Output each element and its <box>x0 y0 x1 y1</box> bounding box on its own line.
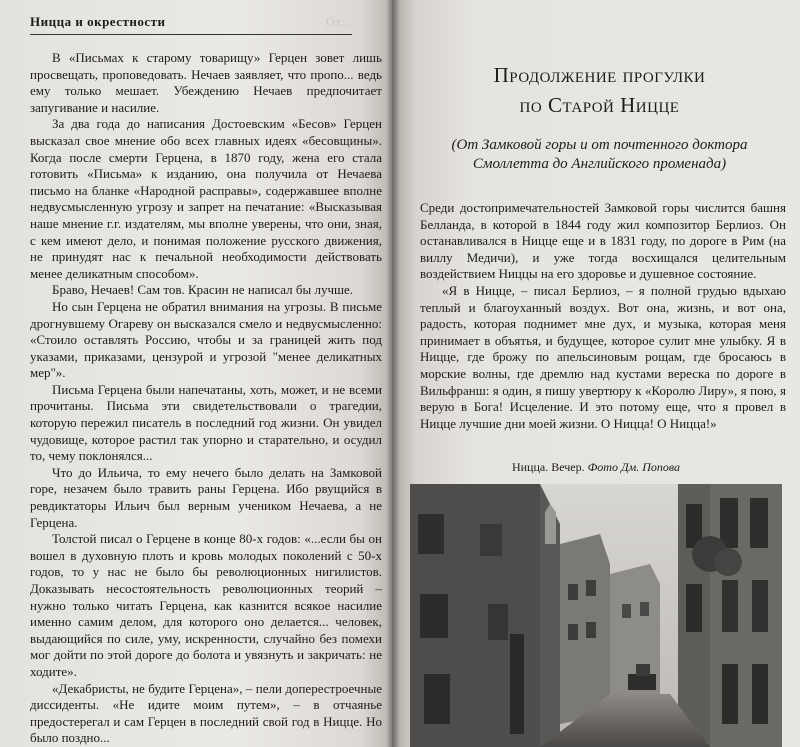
paragraph: За два года до написания Достоевским «Бесов» Герцен высказал свое мнение обо всех главных идеях «бесовщины». Когда после смерти Герцена, в 1870 году, жена его стала готовить «Письма» к изданию, она получила от Нечаева письмо на бланке «Народной расправы», содержавшее вполне недвусмысленную угрозу и запрет на печатание: «Высказывая наше мнение г.г. издателям, мы вполне уверены, что они, зная, с кем имеют дело, и понимая положение русского движения, не принудят нас к печальной необходимости действовать менее деликатным способом». <box>30 116 382 281</box>
chapter-title <box>412 60 787 120</box>
paragraph: В «Письмах к старому товарищу» Герцен зовет лишь просвещать, проповедовать. Нечаев заявляет, что пропо... ведь ему только мешает. Убеждению Нечаев предпочитает запугивание и насилие. <box>30 50 382 115</box>
caption-text: Ницца. Вечер. <box>511 460 585 474</box>
chapter-title-line: Продолжение прогулки <box>493 63 706 87</box>
paragraph: Браво, Нечаев! Сам тов. Красин не написал бы лучше. <box>52 282 354 298</box>
left-page <box>0 0 392 747</box>
paragraph: Но сын Герцена не обратил внимания на угрозы. В письме дрогнувшему Огареву он высказался смело и недвусмысленно: «Стоило оставлять Россию, чтобы и за границей жить под указами, приказами, цензурой и угрозой "менее деликатных мер"». <box>30 298 382 381</box>
photo-caption <box>392 460 800 475</box>
paragraph: Среди достопримечательностей Замковой горы числится башня Белланда, в которой в 1844 году жил композитор Берлиоз. Он останавливался в Ницце еще и в 1831 году, по дороге в Рим (на виллу Медичи), и уже тогда восхищался целительным воздействием Ниццы на его здоровье и душевное состояние. <box>420 200 786 282</box>
paragraph: Что до Ильича, то ему нечего было делать на Замковой горе, незачем было травить раны Герцена. Ибо рвущийся в ревдиктаторы Ильич был верным учеником Нечаева, а не Герцена. <box>30 464 382 530</box>
chapter-subtitle: (От Замковой горы и от почтенного доктора Смоллетта до Английского променада) <box>451 137 748 172</box>
running-head-title: Ницца и окрестности <box>30 14 166 29</box>
right-page <box>392 0 800 747</box>
caption-credit: Фото Дм. Попова <box>587 460 681 474</box>
paragraph: Толстой писал о Герцене в конце 80-х годов: «...если бы он вошел в духовную плоть и кровь молодых поколений с 50-х годов, то у нас не было бы революционных нигилистов. Доказывать несостоятельность революционных теорий – нужно только читать Герцена, как казнится всякое насилие именно самим делом, для которого оно делается... человек, выдающийся по силе, уму, искренности, случайно без помехи мог дойти по этой дороге до болота и увязнуть и закричать: не ходите». <box>30 531 382 679</box>
book-gutter <box>386 0 400 747</box>
paragraph: Письма Герцена были напечатаны, хоть, может, и не всеми прочитаны. Письма эти свидетельствовали о трагедии, которую пережил писатель в последний год жизни. Он увидел чудовище, которое растил так упорно и старательно, и осудил то, чему поклонялся... <box>30 381 382 464</box>
paragraph: «Я в Ницце, – писал Берлиоз, – я полной грудью вдыхаю теплый и благоуханный воздух. Вот она, жизнь, и вот она, радость, которая поднимет мне дух, и музыка, которая меня принимает в объятья, и будущее, которое сулит мне улыбку. Я в Ницце, где брожу по апельсиновым рощам, где бросаюсь в морские волны, где дремлю над кустами вереска по дороге в Вильфранш: я один, я пишу увертюру к «Королю Лиру», я пою, я верую в Бога! Исцеление. И это потому еще, что я провел в Ницце лучшие дни моей жизни. О Ницца! О Ницца!» <box>420 282 786 431</box>
running-head-ghost: От... <box>325 14 352 29</box>
left-body-text <box>30 50 382 747</box>
street-photo <box>410 484 782 747</box>
running-head <box>30 14 352 35</box>
street-photo-image <box>410 484 782 747</box>
chapter-title-line: по Старой Ницце <box>519 93 680 117</box>
paragraph: «Декабристы, не будите Герцена», – пели доперестроечные диссиденты. «Не идите моим путем», – в отчаянье предостерегал и сам Герцен в последний свой год в Ницце. Но было поздно... <box>30 680 382 746</box>
right-body-text <box>420 200 786 432</box>
